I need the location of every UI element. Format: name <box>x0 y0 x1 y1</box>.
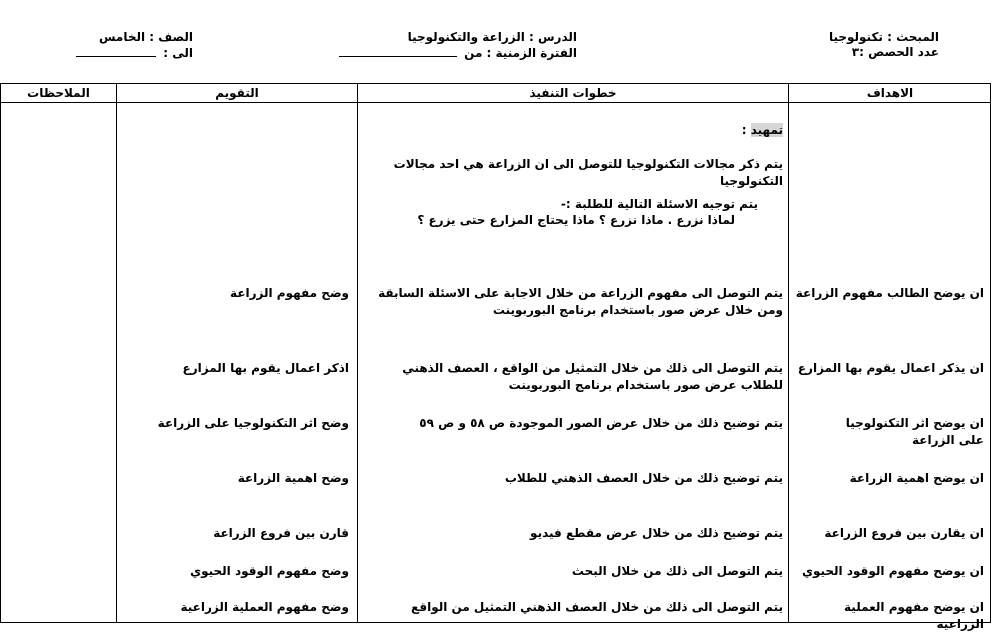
to-blank-line <box>76 45 156 57</box>
column-divider <box>788 84 789 622</box>
column-header-evaluation: التقويم <box>215 86 259 100</box>
intro-title <box>742 122 783 139</box>
header-to <box>76 45 193 60</box>
period-blank-line <box>339 45 457 57</box>
row-evaluation: وضح اهمية الزراعة <box>237 471 349 485</box>
row-objective: ان يذكر اعمال يقوم بها المزارع <box>797 361 984 375</box>
column-header-notes: الملاحظات <box>27 86 90 100</box>
row-objective: ان يوضح اثر التكنولوجيا على الزراعة <box>845 416 984 447</box>
row-step: يتم توضيح ذلك من خلال عرض الصور الموجودة ص ٥٨ و ص ٥٩ <box>419 416 783 430</box>
column-divider <box>357 84 358 622</box>
row-objective: ان يوضح مفهوم الوقود الحيوي <box>801 564 984 578</box>
row-objective: ان يقارن بين فروع الزراعة <box>824 526 984 540</box>
column-header-objectives: الاهداف <box>866 86 914 100</box>
row-step: يتم التوصل الى ذلك من خلال التمثيل من الواقع ، العصف الذهني للطلاب عرض صور باستخدام برنامج البوربوينت <box>402 361 783 392</box>
row-evaluation: وضح اثر التكنولوجيا على الزراعة <box>157 416 349 430</box>
header-grade: الصف : الخامس <box>98 30 193 44</box>
header-period-label: الفترة الزمنية : من <box>464 46 577 60</box>
column-header-steps: خطوات التنفيذ <box>529 86 617 100</box>
row-evaluation: اذكر اعمال يقوم بها المزارع <box>182 361 349 375</box>
row-evaluation: وضح مفهوم الوقود الحيوي <box>190 564 349 578</box>
header-to-label: الى : <box>163 46 193 60</box>
intro-title-highlight: تمهيد <box>750 123 783 137</box>
row-step: يتم التوصل الى مفهوم الزراعة من خلال الاجابة على الاسئلة السابقة ومن خلال عرض صور باستخدام برنامج البوربوينت <box>378 286 783 317</box>
intro-line-2: يتم توجيه الاسئلة التالية للطلبة :- <box>560 197 758 211</box>
row-step: يتم توضيح ذلك من خلال العصف الذهني للطلاب <box>504 471 783 485</box>
header-sessions: عدد الحصص :٣ <box>851 45 939 59</box>
header-period <box>339 45 577 60</box>
intro-line-3: لماذا نزرع . ماذا نزرع ؟ ماذا يحتاج المزارع حتى يزرع ؟ <box>417 213 735 227</box>
row-objective: ان يوضح اهمية الزراعة <box>849 471 984 485</box>
row-evaluation: وضح مفهوم الزراعة <box>230 286 349 300</box>
row-step: يتم التوصل الى ذلك من خلال البحث <box>571 564 783 578</box>
header-lesson: الدرس : الزراعة والتكنولوجيا <box>407 30 577 44</box>
row-step: يتم توضيح ذلك من خلال عرض مقطع فيديو <box>530 526 783 540</box>
row-objective: ان يوضح الطالب مفهوم الزراعة <box>795 286 984 300</box>
row-evaluation: وضح مفهوم العملية الزراعية <box>180 600 349 614</box>
row-objective: ان يوضح مفهوم العملية الزراعية <box>844 600 984 631</box>
row-evaluation: قارن بين فروع الزراعة <box>213 526 349 540</box>
header-subject: المبحث : تكنولوجيا <box>828 30 939 44</box>
column-divider <box>116 84 117 622</box>
intro-title-colon: : <box>741 123 751 137</box>
lesson-plan-table <box>0 83 991 631</box>
row-step: يتم التوصل الى ذلك من خلال العصف الذهني التمثيل من الواقع <box>411 600 783 614</box>
header-row-divider <box>1 102 990 103</box>
intro-line-1: يتم ذكر مجالات التكنولوجيا للتوصل الى ان الزراعة هي احد مجالات التكنولوجيا <box>393 157 783 188</box>
